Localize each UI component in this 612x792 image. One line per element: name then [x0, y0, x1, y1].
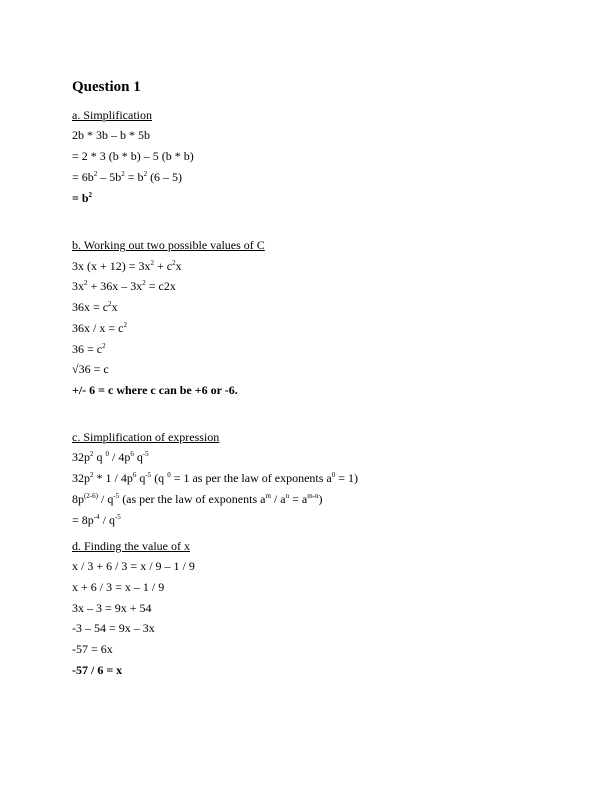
- section-b-line-4: $36x / x = c^2$: [72, 321, 127, 335]
- section-a-line-3: = $6b^2 - 5b^2 = b^2$ (6 – 5): [72, 170, 183, 184]
- section-b-line-3: $36x = c^2x$: [72, 300, 118, 314]
- question-title: Question 1: [72, 79, 141, 95]
- section-d-line-2: x + 6 / 3 = x – 1 / 9: [72, 580, 165, 594]
- section-b-result: +/- 6 = c where c can be +6 or -6.: [72, 383, 238, 397]
- section-d-result: -57 / 6 = x: [72, 663, 123, 677]
- section-d-heading: d. Finding the value of x: [72, 539, 190, 553]
- section-b-line-5: $36 = c^2$: [72, 342, 106, 356]
- section-c-result: = $8p^{-4} / q^{-5}$: [72, 513, 121, 527]
- section-c-line-2: $32p^2 * 1 / 4p^6$ $q^{-5}$ (q $^0$ = 1 as per the law of exponents $a^0 = 1$): [72, 471, 359, 485]
- section-a-result: = $b^2$: [72, 191, 93, 205]
- section-d-line-1: x / 3 + 6 / 3 = x / 9 – 1 / 9: [72, 559, 195, 573]
- section-d-line-3: 3x – 3 = 9x + 54: [72, 601, 152, 615]
- section-c-line-1: $32p^2$ q $^0 / 4p^6$ $q^{-5}$: [72, 450, 149, 464]
- section-c-heading: c. Simplification of expression: [72, 430, 220, 444]
- section-b-line-2: $3x^2 + 36x - 3x^2 = c2x$: [72, 279, 176, 293]
- section-b-line-1: 3x $(x + 12) = 3x^2 + c^2x$: [72, 259, 182, 273]
- section-b-heading: b. Working out two possible values of C: [72, 238, 265, 252]
- section-d-line-4: -3 – 54 = 9x – 3x: [72, 621, 155, 635]
- section-d-line-5: -57 = 6x: [72, 642, 113, 656]
- section-b-line-6: √36 = c: [72, 362, 109, 376]
- section-c-line-3: $8p^{(2-6)} / q^{-5}$ (as per the law of exponents $a^m / a^n = a^{m-n}$): [72, 492, 323, 506]
- section-a-line-1: 2b * 3b – b * 5b: [72, 128, 150, 142]
- section-a-heading: a. Simplification: [72, 108, 152, 122]
- section-a-line-2: = 2 * 3 (b * b) – 5 (b * b): [72, 149, 194, 163]
